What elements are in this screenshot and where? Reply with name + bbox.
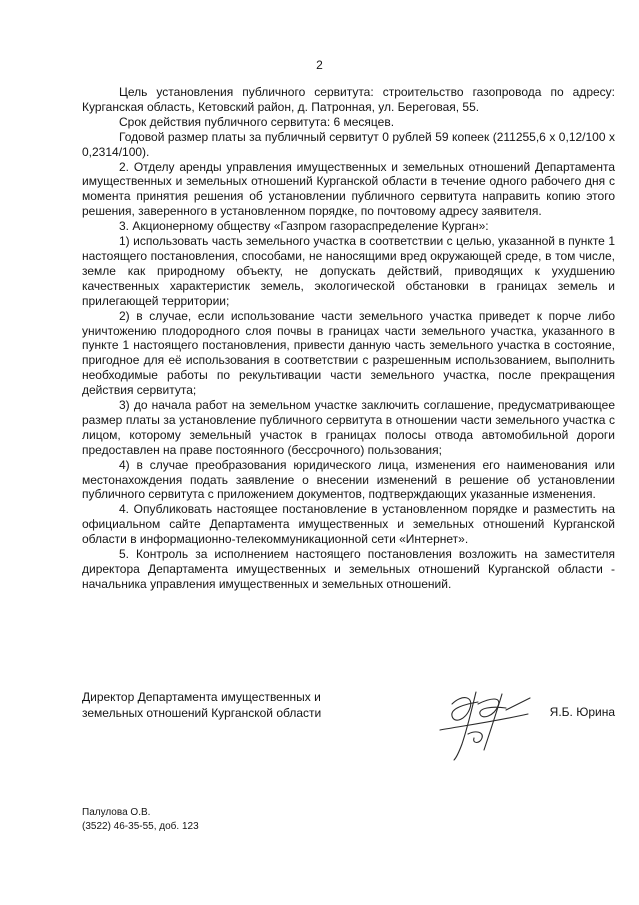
- executor-info: [82, 806, 382, 833]
- executor-phone: (3522) 46-35-55, доб. 123: [82, 820, 199, 832]
- paragraph-servitude-fee: Годовой размер платы за публичный сервитут 0 рублей 59 копеек (211255,6 х 0,12/100 х 0,2314/100).: [82, 129, 615, 159]
- document-body: [82, 85, 615, 592]
- handwritten-signature: [432, 684, 542, 762]
- paragraph-item-5: 5. Контроль за исполнением настоящего постановления возложить на заместителя директора Департамента имущественных и земельных отношений Курганской области - начальника управления имущественных и земельных отношений.: [82, 547, 615, 591]
- paragraph-item-3-2: 2) в случае, если использование части земельного участка приведет к порче либо уничтожению плодородного слоя почвы в границах части земельного участка, указанного в пункте 1 настоящего постановления, привести данную часть земельного участка в состояние, пригодное для её использования в соответствии с разрешенным использованием, выполнить необходимые работы по рекультивации части земельного участка, после прекращения действия сервитута;: [82, 308, 615, 398]
- signer-title: [82, 690, 372, 721]
- signature-block: [82, 690, 615, 760]
- executor-name: Палулова О.В.: [82, 807, 151, 818]
- paragraph-servitude-purpose: Цель установления публичного сервитута: строительство газопровода по адресу: Курганская область, Кетовский район, д. Патронная, ул. Береговая, 55.: [82, 85, 615, 114]
- page-number: 2: [316, 58, 323, 72]
- paragraph-item-2: 2. Отделу аренды управления имущественных и земельных отношений Департамента имущественных и земельных отношений Курганской области в течение одного рабочего дня с момента принятия решения об установлении публичного сервитута направить копию этого решения, заверенного в установленном порядке, по почтовому адресу заявителя.: [82, 159, 615, 219]
- paragraph-item-3: 3. Акционерному обществу «Газпром газораспределение Курган»:: [119, 219, 489, 234]
- paragraph-item-3-4: 4) в случае преобразования юридического лица, изменения его наименования или местонахождения подать заявление о внесении изменений в решение об установлении публичного сервитута с приложением документов, подтверждающих указанные изменения.: [82, 457, 615, 502]
- paragraph-item-3-3: 3) до начала работ на земельном участке заключить соглашение, предусматривающее размер платы за установление публичного сервитута в отношении части земельного участка с лицом, которому земельный участок в границах полосы отвода автомобильной дороги предоставлен на праве постоянного (бессрочного) пользования;: [82, 398, 615, 457]
- signer-title-line-1: Директор Департамента имущественных и: [82, 690, 321, 704]
- paragraph-servitude-term: Срок действия публичного сервитута: 6 месяцев.: [119, 114, 395, 129]
- signer-title-line-2: земельных отношений Курганской области: [82, 705, 322, 720]
- paragraph-item-4: 4. Опубликовать настоящее постановление в установленном порядке и разместить на официальном сайте Департамента имущественных и земельных отношений Курганской области в информационно-телекоммуникационной сети «Интернет».: [82, 502, 615, 547]
- signer-name: Я.Б. Юрина: [549, 705, 615, 719]
- paragraph-item-3-1: 1) использовать часть земельного участка в соответствии с целью, указанной в пункте 1 настоящего постановления, способами, не наносящими вред окружающей среде, в том числе, земле как природному объекту, не допускать действий, приводящих к ухудшению качественных характеристик земель, экологической обстановки в границах земель и прилегающей территории;: [82, 234, 615, 308]
